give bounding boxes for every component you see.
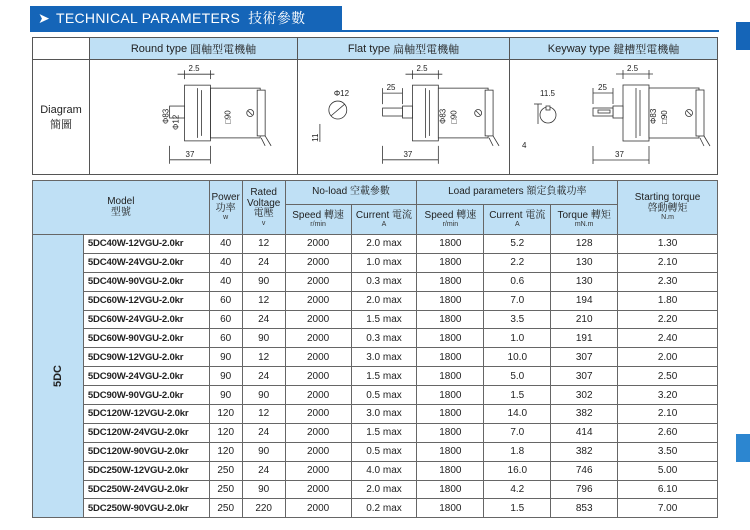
flat-length-dim: 25 bbox=[386, 83, 396, 93]
power-header bbox=[209, 181, 242, 235]
start-cell: 1.30 bbox=[618, 235, 718, 254]
load-header bbox=[417, 181, 618, 205]
nl-current-cell: 0.2 max bbox=[351, 499, 417, 518]
nl-current-cell: 3.0 max bbox=[351, 348, 417, 367]
keyway-width-dim: 4 bbox=[522, 141, 527, 150]
table-row bbox=[33, 329, 718, 348]
model-cell: 5DC60W-12VGU-2.0kr bbox=[83, 291, 209, 310]
flat-type-name-cn: 扁軸型電機軸 bbox=[393, 43, 460, 56]
flat-total-dim: 37 bbox=[403, 149, 413, 159]
table-row bbox=[33, 235, 718, 254]
l-current-cell: 7.0 bbox=[484, 291, 551, 310]
noload-header-en: No-load bbox=[312, 186, 348, 198]
diagram-corner bbox=[33, 38, 90, 60]
model-cell: 5DC40W-12VGU-2.0kr bbox=[83, 235, 209, 254]
voltage-cell: 24 bbox=[242, 461, 285, 480]
nl-current-cell: 2.0 max bbox=[351, 480, 417, 499]
keyway-total-dim: 37 bbox=[615, 150, 624, 159]
section-title: TECHNICAL PARAMETERS bbox=[56, 10, 241, 26]
l-current-cell: 1.8 bbox=[484, 442, 551, 461]
section-header bbox=[30, 6, 342, 30]
round-type-name: Round type bbox=[130, 42, 188, 55]
torque-cell: 194 bbox=[551, 291, 618, 310]
model-cell: 5DC90W-90VGU-2.0kr bbox=[83, 386, 209, 405]
nl-current-cell: 0.3 max bbox=[351, 272, 417, 291]
nl-current-cell: 0.5 max bbox=[351, 386, 417, 405]
l-current-en: Current bbox=[489, 209, 523, 221]
model-cell: 5DC250W-24VGU-2.0kr bbox=[83, 480, 209, 499]
nl-speed-cell: 2000 bbox=[285, 235, 351, 254]
l-speed-cell: 1800 bbox=[417, 461, 484, 480]
torque-cell: 746 bbox=[551, 461, 618, 480]
power-cell: 250 bbox=[209, 480, 242, 499]
start-cell: 3.50 bbox=[618, 442, 718, 461]
torque-cell: 853 bbox=[551, 499, 618, 518]
nl-speed-cell: 2000 bbox=[285, 291, 351, 310]
model-header-cn: 型號 bbox=[110, 206, 131, 218]
header-underline bbox=[30, 30, 719, 32]
nl-speed-header bbox=[285, 205, 351, 235]
start-cell: 5.00 bbox=[618, 461, 718, 480]
flat-shaft-dim: Φ12 bbox=[333, 89, 350, 99]
round-shaft-dim: Φ12 bbox=[171, 114, 181, 130]
series-label bbox=[33, 235, 84, 518]
power-header-cn: 功率 bbox=[215, 202, 236, 214]
nl-speed-cell: 2000 bbox=[285, 348, 351, 367]
torque-cn: 轉矩 bbox=[590, 209, 611, 221]
power-cell: 40 bbox=[209, 235, 242, 254]
voltage-cell: 90 bbox=[242, 329, 285, 348]
load-header-en: Load parameters bbox=[448, 186, 524, 198]
chevron-right-icon: ➤ bbox=[38, 9, 51, 26]
voltage-cell: 12 bbox=[242, 291, 285, 310]
table-row bbox=[33, 386, 718, 405]
l-speed-header bbox=[417, 205, 484, 235]
flat-square-dim: □90 bbox=[449, 110, 459, 124]
starting-header bbox=[618, 181, 718, 235]
table-row bbox=[33, 253, 718, 272]
model-cell: 5DC40W-24VGU-2.0kr bbox=[83, 253, 209, 272]
start-cell: 2.00 bbox=[618, 348, 718, 367]
diagram-table bbox=[32, 37, 718, 175]
flat-offset-dim: 2.5 bbox=[416, 64, 428, 74]
diagram-label-cn: 簡圖 bbox=[50, 118, 72, 131]
starting-header-cn: 啓動轉矩 bbox=[647, 202, 688, 214]
torque-cell: 307 bbox=[551, 367, 618, 386]
round-type-name-cn: 圓軸型電機軸 bbox=[190, 43, 257, 56]
spec-table bbox=[32, 180, 718, 518]
nl-speed-en: Speed bbox=[292, 209, 322, 221]
l-speed-cell: 1800 bbox=[417, 348, 484, 367]
l-speed-cell: 1800 bbox=[417, 386, 484, 405]
start-cell: 2.30 bbox=[618, 272, 718, 291]
diagram-label bbox=[33, 60, 90, 175]
l-current-cell: 1.5 bbox=[484, 386, 551, 405]
start-cell: 2.10 bbox=[618, 253, 718, 272]
nl-speed-cell: 2000 bbox=[285, 310, 351, 329]
voltage-cell: 24 bbox=[242, 423, 285, 442]
torque-cell: 796 bbox=[551, 480, 618, 499]
power-cell: 60 bbox=[209, 291, 242, 310]
power-cell: 90 bbox=[209, 367, 242, 386]
power-cell: 60 bbox=[209, 329, 242, 348]
voltage-cell: 220 bbox=[242, 499, 285, 518]
keyway-type-name: Keyway type bbox=[547, 42, 611, 55]
side-tab-bottom bbox=[736, 434, 750, 462]
keyway-type-drawing bbox=[510, 60, 717, 175]
start-cell: 2.40 bbox=[618, 329, 718, 348]
table-row bbox=[33, 461, 718, 480]
flat-height-dim: 11 bbox=[310, 133, 320, 142]
section-title-cn: 技術參數 bbox=[248, 10, 306, 26]
noload-header bbox=[285, 181, 417, 205]
round-type-drawing bbox=[90, 60, 298, 175]
flat-type-drawing bbox=[298, 60, 510, 175]
start-cell: 7.00 bbox=[618, 499, 718, 518]
torque-cell: 302 bbox=[551, 386, 618, 405]
power-cell: 120 bbox=[209, 442, 242, 461]
torque-en: Torque bbox=[557, 209, 589, 221]
power-unit: w bbox=[223, 214, 229, 222]
start-cell: 6.10 bbox=[618, 480, 718, 499]
table-row bbox=[33, 499, 718, 518]
power-cell: 250 bbox=[209, 499, 242, 518]
l-current-cell: 3.5 bbox=[484, 310, 551, 329]
nl-current-cell: 2.0 max bbox=[351, 291, 417, 310]
power-cell: 90 bbox=[209, 348, 242, 367]
torque-cell: 307 bbox=[551, 348, 618, 367]
keyway-length-dim: 25 bbox=[598, 83, 607, 92]
nl-current-cell: 3.0 max bbox=[351, 405, 417, 424]
l-current-cell: 1.0 bbox=[484, 329, 551, 348]
nl-speed-cell: 2000 bbox=[285, 405, 351, 424]
model-cell: 5DC120W-24VGU-2.0kr bbox=[83, 423, 209, 442]
power-header-en: Power bbox=[211, 192, 240, 204]
nl-speed-cell: 2000 bbox=[285, 480, 351, 499]
round-motor-svg bbox=[90, 60, 297, 175]
torque-cell: 382 bbox=[551, 405, 618, 424]
keyway-motor-svg bbox=[510, 60, 717, 175]
torque-cell: 191 bbox=[551, 329, 618, 348]
model-header bbox=[33, 181, 210, 235]
voltage-cell: 90 bbox=[242, 480, 285, 499]
table-row bbox=[33, 310, 718, 329]
nl-current-cn: 電流 bbox=[392, 209, 413, 221]
l-current-cell: 0.6 bbox=[484, 272, 551, 291]
nl-speed-cell: 2000 bbox=[285, 329, 351, 348]
start-cell: 1.80 bbox=[618, 291, 718, 310]
flat-motor-svg bbox=[298, 60, 509, 175]
nl-speed-cell: 2000 bbox=[285, 442, 351, 461]
nl-speed-cn: 轉速 bbox=[323, 209, 344, 221]
l-current-unit: A bbox=[514, 221, 520, 229]
model-cell: 5DC120W-90VGU-2.0kr bbox=[83, 442, 209, 461]
power-cell: 60 bbox=[209, 310, 242, 329]
round-offset-dim: 2.5 bbox=[188, 64, 200, 74]
table-row bbox=[33, 291, 718, 310]
l-current-cell: 7.0 bbox=[484, 423, 551, 442]
l-speed-cell: 1800 bbox=[417, 310, 484, 329]
voltage-cell: 24 bbox=[242, 310, 285, 329]
l-speed-cell: 1800 bbox=[417, 499, 484, 518]
start-cell: 3.20 bbox=[618, 386, 718, 405]
keyway-offset-dim: 2.5 bbox=[627, 64, 639, 73]
start-cell: 2.20 bbox=[618, 310, 718, 329]
model-header-en: Model bbox=[107, 196, 135, 207]
keyway-key-dim: 11.5 bbox=[540, 89, 555, 98]
l-speed-cell: 1800 bbox=[417, 329, 484, 348]
flat-type-header bbox=[298, 38, 510, 60]
power-cell: 40 bbox=[209, 253, 242, 272]
power-cell: 90 bbox=[209, 386, 242, 405]
voltage-cell: 90 bbox=[242, 442, 285, 461]
table-row bbox=[33, 423, 718, 442]
table-row bbox=[33, 405, 718, 424]
l-current-cell: 4.2 bbox=[484, 480, 551, 499]
l-current-cell: 14.0 bbox=[484, 405, 551, 424]
nl-current-header bbox=[351, 205, 417, 235]
voltage-cell: 24 bbox=[242, 367, 285, 386]
start-cell: 2.50 bbox=[618, 367, 718, 386]
torque-cell: 382 bbox=[551, 442, 618, 461]
nl-speed-cell: 2000 bbox=[285, 367, 351, 386]
voltage-header-en: Rated Voltage bbox=[246, 187, 281, 209]
voltage-header bbox=[242, 181, 285, 235]
table-row bbox=[33, 348, 718, 367]
diagram-label-en: Diagram bbox=[40, 103, 82, 116]
model-cell: 5DC90W-24VGU-2.0kr bbox=[83, 367, 209, 386]
l-speed-cell: 1800 bbox=[417, 405, 484, 424]
l-speed-cell: 1800 bbox=[417, 272, 484, 291]
table-row bbox=[33, 480, 718, 499]
round-type-header bbox=[90, 38, 298, 60]
torque-cell: 130 bbox=[551, 253, 618, 272]
l-speed-cell: 1800 bbox=[417, 291, 484, 310]
keyway-body-dim: Φ83 bbox=[649, 108, 658, 124]
nl-current-cell: 1.5 max bbox=[351, 367, 417, 386]
flat-type-name: Flat type bbox=[347, 42, 391, 55]
nl-current-cell: 2.0 max bbox=[351, 235, 417, 254]
nl-speed-unit: r/min bbox=[310, 221, 326, 229]
torque-unit: mN.m bbox=[574, 221, 594, 229]
nl-current-en: Current bbox=[355, 209, 390, 221]
series-label-text: 5DC bbox=[51, 365, 64, 388]
power-cell: 40 bbox=[209, 272, 242, 291]
model-cell: 5DC40W-90VGU-2.0kr bbox=[83, 272, 209, 291]
l-speed-cell: 1800 bbox=[417, 423, 484, 442]
spec-table-body bbox=[33, 235, 718, 518]
voltage-header-cn: 電壓 bbox=[253, 208, 274, 220]
start-cell: 2.60 bbox=[618, 423, 718, 442]
nl-current-cell: 1.0 max bbox=[351, 253, 417, 272]
l-current-cn: 電流 bbox=[525, 209, 546, 221]
torque-header bbox=[551, 205, 618, 235]
round-length-dim: 37 bbox=[185, 149, 195, 159]
l-speed-cell: 1800 bbox=[417, 367, 484, 386]
l-current-cell: 5.0 bbox=[484, 367, 551, 386]
nl-speed-cell: 2000 bbox=[285, 461, 351, 480]
nl-speed-cell: 2000 bbox=[285, 272, 351, 291]
l-current-cell: 2.2 bbox=[484, 253, 551, 272]
model-cell: 5DC60W-90VGU-2.0kr bbox=[83, 329, 209, 348]
torque-cell: 210 bbox=[551, 310, 618, 329]
nl-current-cell: 0.5 max bbox=[351, 442, 417, 461]
table-row bbox=[33, 272, 718, 291]
voltage-cell: 12 bbox=[242, 348, 285, 367]
power-cell: 120 bbox=[209, 423, 242, 442]
l-current-cell: 5.2 bbox=[484, 235, 551, 254]
nl-current-unit: A bbox=[381, 221, 387, 229]
nl-current-cell: 0.3 max bbox=[351, 329, 417, 348]
l-speed-unit: r/min bbox=[442, 221, 459, 229]
nl-current-cell: 1.5 max bbox=[351, 423, 417, 442]
voltage-cell: 12 bbox=[242, 235, 285, 254]
voltage-unit: v bbox=[261, 219, 266, 227]
model-cell: 5DC60W-24VGU-2.0kr bbox=[83, 310, 209, 329]
l-current-cell: 1.5 bbox=[484, 499, 551, 518]
table-row bbox=[33, 442, 718, 461]
side-tab-top bbox=[736, 22, 750, 50]
keyway-type-header bbox=[510, 38, 717, 60]
keyway-type-name-cn: 鍵槽型電機軸 bbox=[613, 43, 680, 56]
l-current-header bbox=[484, 205, 551, 235]
table-row bbox=[33, 367, 718, 386]
nl-speed-cell: 2000 bbox=[285, 499, 351, 518]
model-cell: 5DC250W-12VGU-2.0kr bbox=[83, 461, 209, 480]
starting-header-en: Starting torque bbox=[634, 192, 701, 204]
flat-body-dim: Φ83 bbox=[438, 108, 448, 124]
voltage-cell: 24 bbox=[242, 253, 285, 272]
l-speed-cell: 1800 bbox=[417, 480, 484, 499]
load-header-cn: 額定負載功率 bbox=[526, 186, 587, 198]
torque-cell: 414 bbox=[551, 423, 618, 442]
nl-speed-cell: 2000 bbox=[285, 386, 351, 405]
model-cell: 5DC250W-90VGU-2.0kr bbox=[83, 499, 209, 518]
model-cell: 5DC120W-12VGU-2.0kr bbox=[83, 405, 209, 424]
l-speed-en: Speed bbox=[424, 209, 454, 221]
nl-current-cell: 1.5 max bbox=[351, 310, 417, 329]
voltage-cell: 90 bbox=[242, 386, 285, 405]
start-cell: 2.10 bbox=[618, 405, 718, 424]
l-current-cell: 10.0 bbox=[484, 348, 551, 367]
torque-cell: 128 bbox=[551, 235, 618, 254]
starting-unit: N.m bbox=[661, 214, 674, 222]
nl-current-cell: 4.0 max bbox=[351, 461, 417, 480]
l-speed-cell: 1800 bbox=[417, 442, 484, 461]
l-current-cell: 16.0 bbox=[484, 461, 551, 480]
round-square-dim: □90 bbox=[223, 110, 233, 124]
nl-speed-cell: 2000 bbox=[285, 253, 351, 272]
torque-cell: 130 bbox=[551, 272, 618, 291]
keyway-square-dim: □90 bbox=[660, 110, 669, 124]
noload-header-cn: 空載參數 bbox=[349, 186, 390, 198]
nl-speed-cell: 2000 bbox=[285, 423, 351, 442]
power-cell: 120 bbox=[209, 405, 242, 424]
voltage-cell: 90 bbox=[242, 272, 285, 291]
round-body-dim: Φ83 bbox=[161, 108, 171, 124]
l-speed-cn: 轉速 bbox=[456, 209, 477, 221]
l-speed-cell: 1800 bbox=[417, 235, 484, 254]
l-speed-cell: 1800 bbox=[417, 253, 484, 272]
voltage-cell: 12 bbox=[242, 405, 285, 424]
model-cell: 5DC90W-12VGU-2.0kr bbox=[83, 348, 209, 367]
power-cell: 250 bbox=[209, 461, 242, 480]
